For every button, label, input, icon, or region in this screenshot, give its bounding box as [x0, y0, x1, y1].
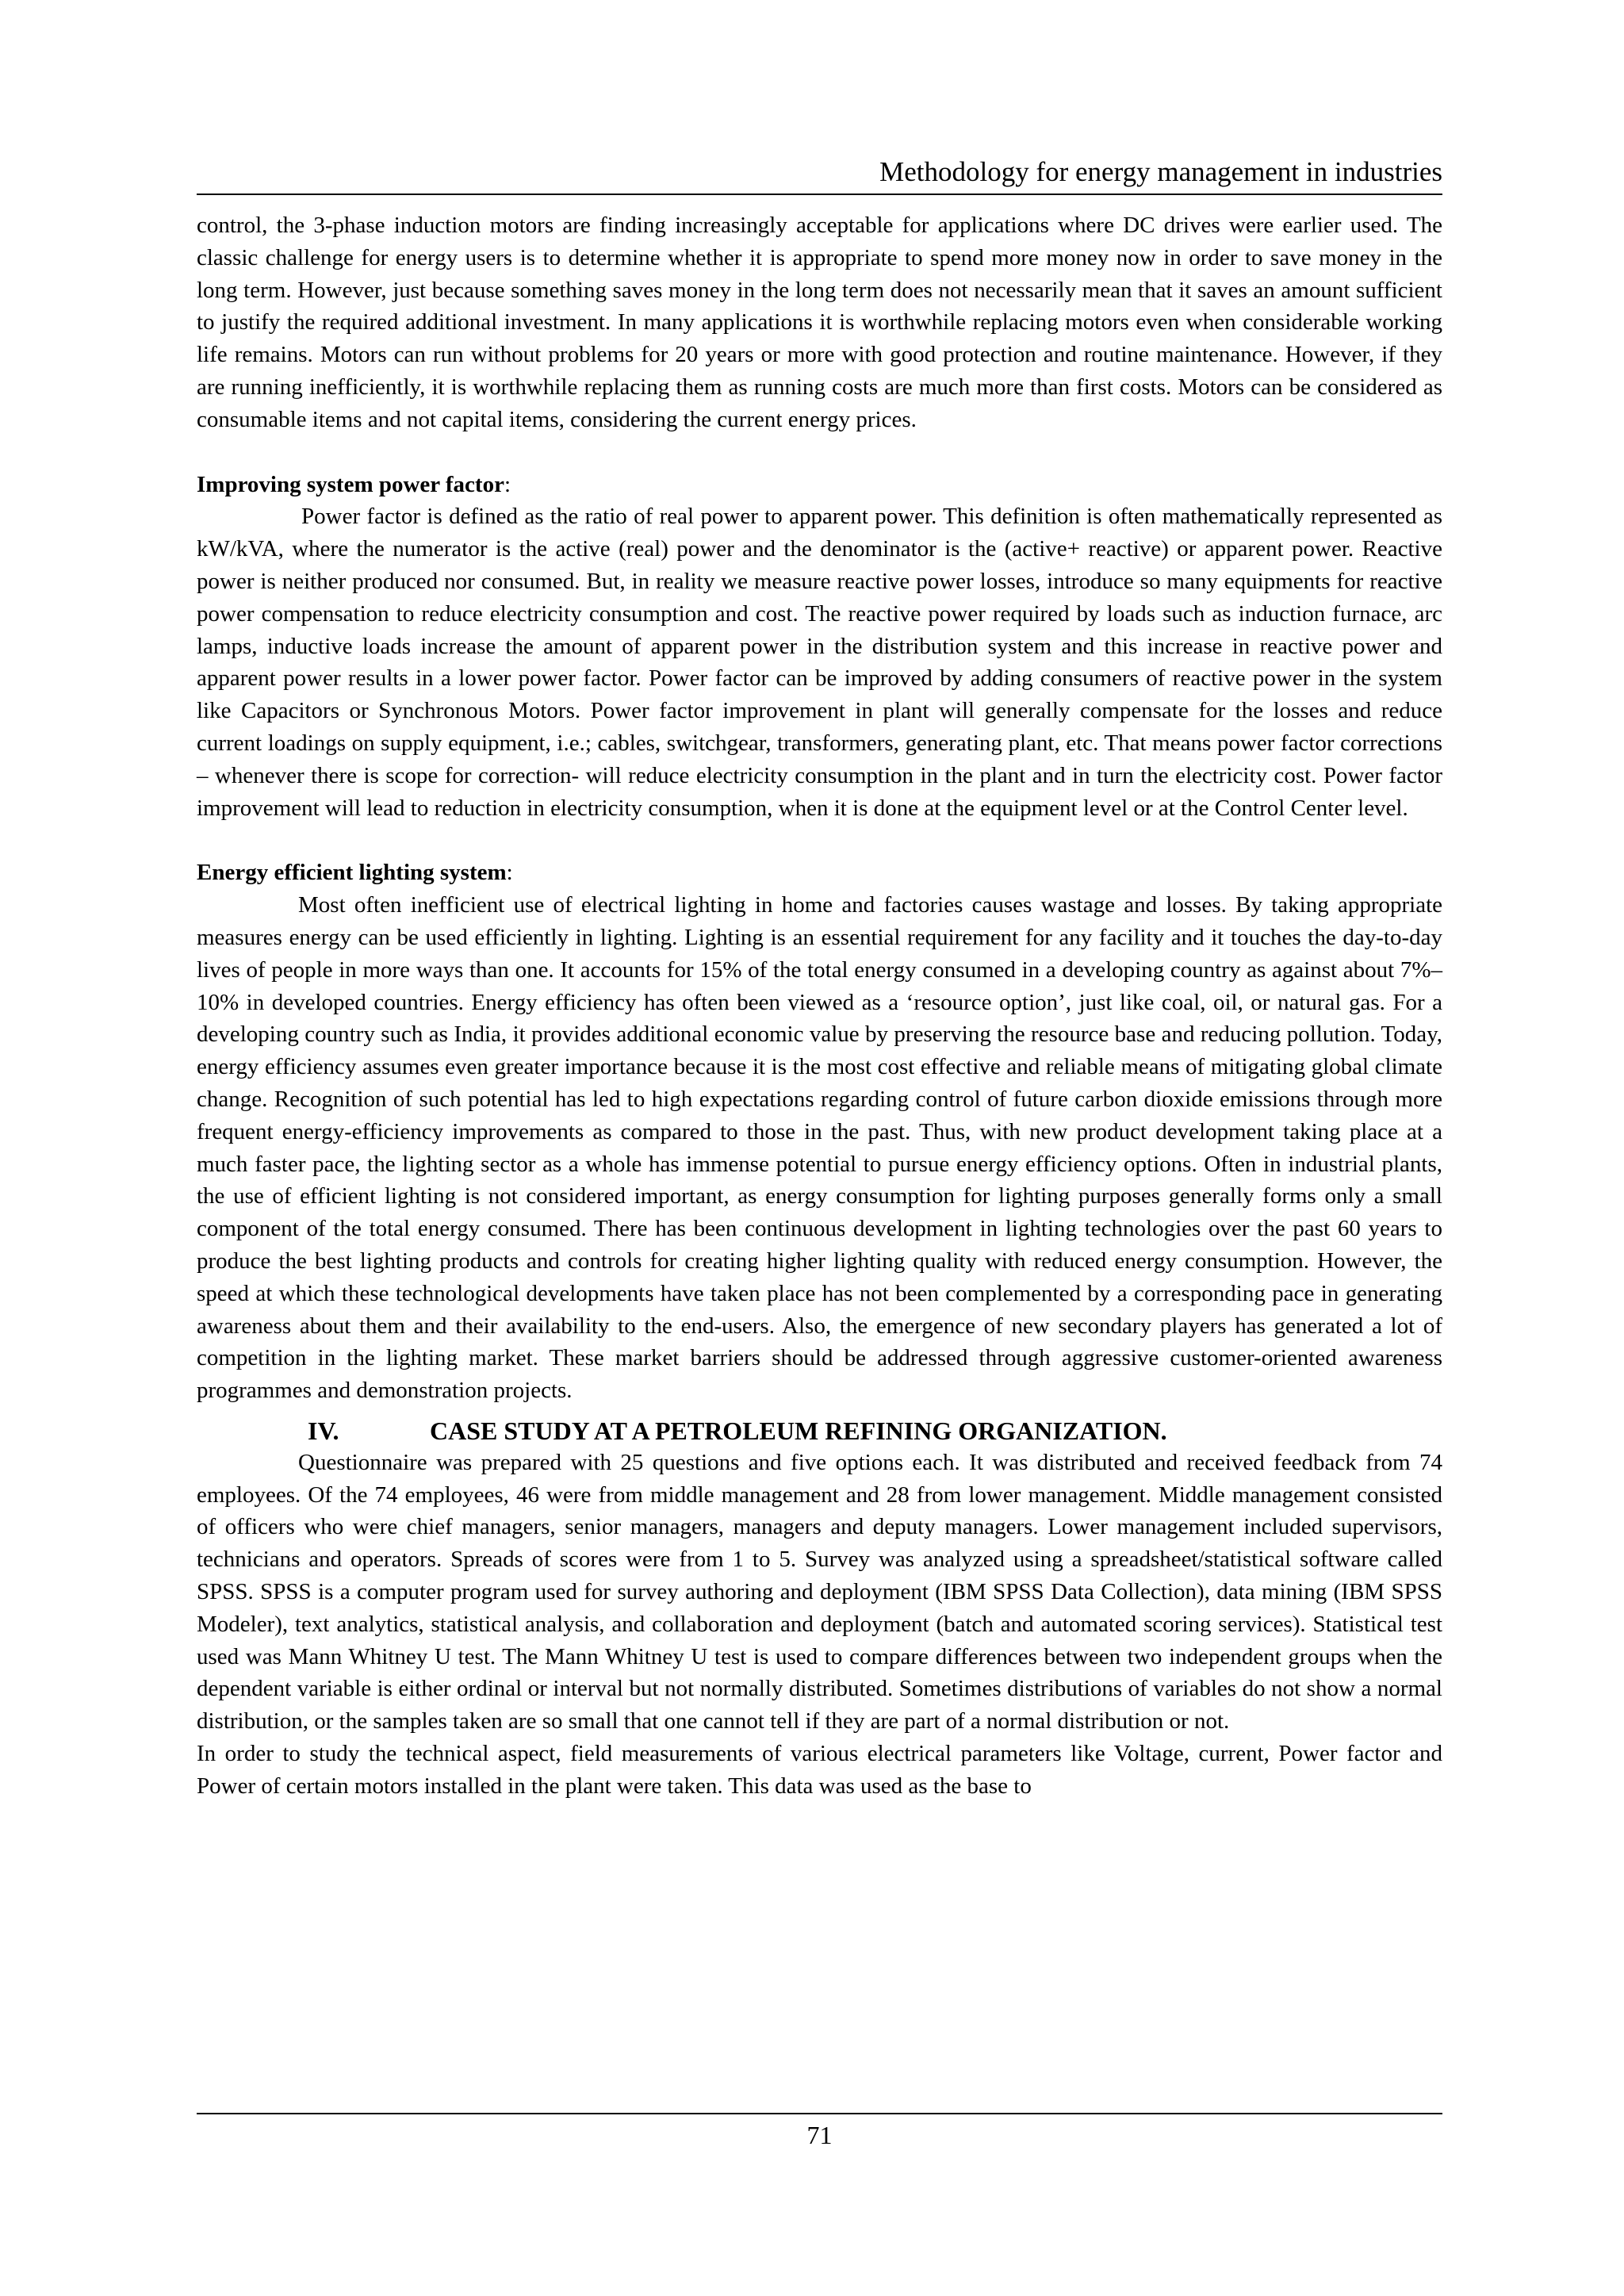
- section-number: IV.: [308, 1416, 339, 1445]
- header-rule: [197, 194, 1442, 195]
- running-head: Methodology for energy management in industries: [879, 156, 1442, 187]
- page-number: 71: [806, 2121, 833, 2149]
- footer-rule: [197, 2113, 1442, 2114]
- subheading-power-factor-text: Improving system power factor: [197, 471, 504, 497]
- paragraph-power-factor: Power factor is defined as the ratio of real power to apparent power. This definition is often mathematically represented as kW/kVA, where the numerator is the active (real) power and the denominator is the (active+ reactive) or apparent power. Reactive power is neither produced nor consumed. But, in reality we measure reactive power losses, introduce so many equipments for reactive power compensation to reduce electricity consumption and cost. The reactive power required by loads such as induction furnace, arc lamps, inductive loads increase the amount of apparent power in the distribution system and this increase in reactive power and apparent power results in a lower power factor. Power factor can be improved by adding consumers of reactive power in the system like Capacitors or Synchronous Motors. Power factor improvement in plant will generally compensate for the losses and reduce current loadings on supply equipment, i.e.; cables, switchgear, transformers, generating plant, etc. That means power factor corrections – whenever there is scope for correction- will reduce electricity consumption in the plant and in turn the electricity cost. Power factor improvement will lead to reduction in electricity consumption, when it is done at the equipment level or at the Control Center level.: [197, 504, 1442, 821]
- body-text: [197, 209, 1442, 1803]
- section-heading: [197, 1415, 1442, 1447]
- paragraph-case-study: Questionnaire was prepared with 25 questions and five options each. It was distributed and received feedback from 74 employees. Of the 74 employees, 46 were from middle management and 28 from lower management. Middle management consisted of officers who were chief managers, senior managers, managers and deputy managers. Lower management included supervisors, technicians and operators. Spreads of scores were from 1 to 5. Survey was analyzed using a spreadsheet/statistical software called SPSS. SPSS is a computer program used for survey authoring and deployment (IBM SPSS Data Collection), data mining (IBM SPSS Modeler), text analytics, statistical analysis, and collaboration and deployment (batch and automated scoring services). Statistical test used was Mann Whitney U test. The Mann Whitney U test is used to compare differences between two independent groups when the dependent variable is either ordinal or interval but not normally distributed. Sometimes distributions of variables do not show a normal distribution, or the samples taken are so small that one cannot tell if they are part of a normal distribution or not.: [197, 1449, 1442, 1734]
- subheading-colon: :: [504, 471, 511, 497]
- subheading-lighting-text: Energy efficient lighting system: [197, 860, 507, 886]
- subheading-lighting: [197, 857, 1442, 889]
- paragraph-motors: control, the 3-phase induction motors are finding increasingly acceptable for applications where DC drives were earlier used. The classic challenge for energy users is to determine whether it is appropriate to spend more money now in order to save money in the long term. However, just because something saves money in the long term does not necessarily mean that it saves an amount sufficient to justify the required additional investment. In many applications it is worthwhile replacing motors even when considerable working life remains. Motors can run without problems for 20 years or more with good protection and routine maintenance. However, if they are running inefficiently, it is worthwhile replacing them as running costs are much more than first costs. Motors can be considered as consumable items and not capital items, considering the current energy prices.: [197, 213, 1442, 432]
- section-title: CASE STUDY AT A PETROLEUM REFINING ORGANIZATION.: [430, 1416, 1167, 1445]
- paragraph-lighting: Most often inefficient use of electrical lighting in home and factories causes wastage and losses. By taking appropriate measures energy can be used efficiently in lighting. Lighting is an essential requirement for any facility and it touches the day-to-day lives of people in more ways than one. It accounts for 15% of the total energy consumed in a developing country as against about 7%–10% in developed countries. Energy efficiency has often been viewed as a ‘resource option’, just like coal, oil, or natural gas. For a developing country such as India, it provides additional economic value by preserving the resource base and reducing pollution. Today, energy efficiency assumes even greater importance because it is the most cost effective and reliable means of mitigating global climate change. Recognition of such potential has led to high expectations regarding control of future carbon dioxide emissions through more frequent energy-efficiency improvements as compared to those in the past. Thus, with new product development taking place at a much faster pace, the lighting sector as a whole has immense potential to pursue energy efficiency options. Often in industrial plants, the use of efficient lighting is not considered important, as energy consumption for lighting purposes generally forms only a small component of the total energy consumed. There has been continuous development in lighting technologies over the past 60 years to produce the best lighting products and controls for creating higher lighting quality with reduced energy consumption. However, the speed at which these technological developments have taken place has not been complemented by a corresponding pace in generating awareness about them and their availability to the end-users. Also, the emergence of new secondary players has generated a lot of competition in the lighting market. These market barriers should be addressed through aggressive customer-oriented awareness programmes and demonstration projects.: [197, 892, 1442, 1404]
- subheading-colon: :: [506, 860, 513, 886]
- subheading-power-factor: [197, 469, 1442, 501]
- paragraph-gap: [197, 436, 1442, 469]
- paper-page: [197, 0, 1442, 2296]
- paragraph-technical: In order to study the technical aspect, field measurements of various electrical parameters like Voltage, current, Power factor and Power of certain motors installed in the plant were taken. This data was used as the base to: [197, 1741, 1442, 1799]
- paragraph-gap: [197, 824, 1442, 857]
